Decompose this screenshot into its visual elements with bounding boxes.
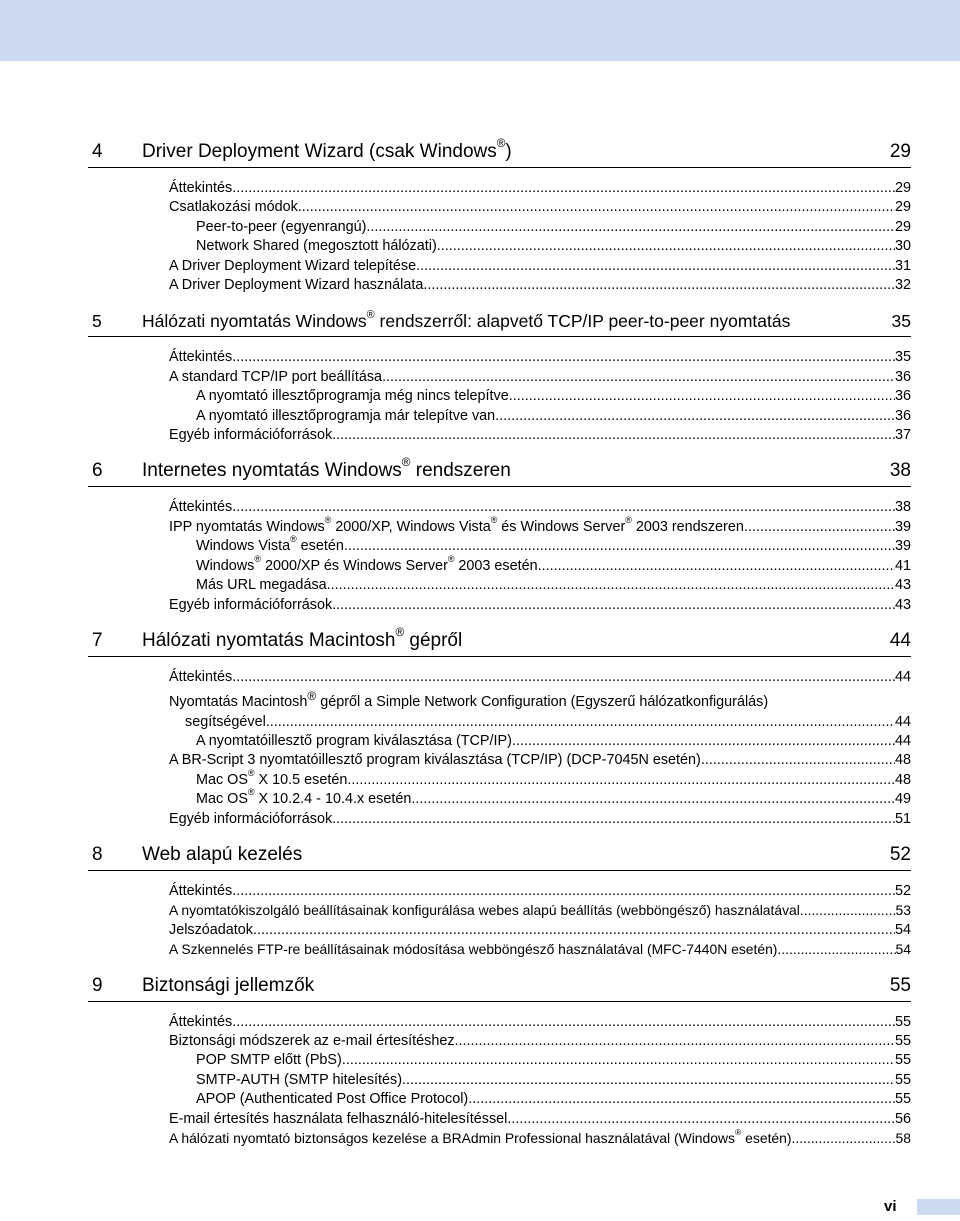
toc-subentry[interactable]: Network Shared (megosztott hálózati) ..... 30 [88, 237, 911, 256]
chapter-number: 8 [92, 843, 103, 865]
chapter-title: Hálózati nyomtatás Windows® rendszerről: alapvető TCP/IP peer-to-peer nyomtatás [142, 308, 791, 332]
toc-entry[interactable]: A standard TCP/IP port beállítása ..... 36 [88, 368, 911, 387]
toc-entry[interactable]: A Driver Deployment Wizard telepítése ..... 31 [88, 257, 911, 276]
chapter-title: Driver Deployment Wizard (csak Windows®) [142, 136, 512, 162]
chapter-page: 38 [889, 460, 911, 482]
chapter-number: 6 [92, 460, 103, 482]
chapter-page: 52 [889, 843, 911, 865]
chapter-title: Biztonsági jellemzők [142, 974, 315, 996]
toc-entry[interactable]: A BR-Script 3 nyomtatóillesztő program kiválasztása (TCP/IP) (DCP-7045N esetén) ..... 48 [88, 751, 911, 770]
toc-subentry[interactable]: Windows Vista® esetén ..... 39 [88, 537, 911, 556]
chapter-entries [88, 498, 911, 614]
toc-entry[interactable]: Áttekintés ..... 55 [88, 1013, 911, 1032]
toc-entry[interactable]: Áttekintés ..... 29 [88, 179, 911, 198]
toc-entry[interactable]: Egyéb információforrások ..... 37 [88, 426, 911, 445]
chapter-page: 29 [889, 141, 911, 162]
top-header-band [0, 0, 960, 61]
chapter-number: 5 [92, 311, 102, 332]
chapter-heading[interactable] [88, 625, 911, 657]
toc-entry[interactable]: Egyéb információforrások ..... 43 [88, 596, 911, 615]
toc-subentry[interactable]: Más URL megadása ..... 43 [88, 576, 911, 595]
page-number: vi [884, 1198, 897, 1215]
toc-entry[interactable]: A nyomtatókiszolgáló beállításainak konfigurálása webes alapú beállítás (webböngésző) használatával ..... 53 [88, 901, 911, 920]
toc-entry[interactable]: Áttekintés ..... 38 [88, 498, 911, 517]
toc-subentry[interactable]: SMTP-AUTH (SMTP hitelesítés) ..... 55 [88, 1071, 911, 1090]
toc-entry[interactable]: Jelszóadatok ..... 54 [88, 921, 911, 940]
toc-entry[interactable]: Áttekintés ..... 44 [88, 668, 911, 687]
toc-subentry[interactable]: Mac OS® X 10.5 esetén ..... 48 [88, 771, 911, 790]
chapter-entries [88, 1013, 911, 1149]
chapter-heading[interactable] [88, 843, 911, 871]
chapter-heading[interactable] [88, 136, 911, 168]
chapter-number: 9 [92, 974, 103, 996]
chapter-number: 7 [92, 629, 103, 651]
chapter-title: Internetes nyomtatás Windows® rendszeren [142, 456, 511, 482]
chapter-number: 4 [92, 141, 103, 162]
toc-entry[interactable]: A Driver Deployment Wizard használata ..... 32 [88, 276, 911, 295]
chapter-page: 44 [889, 629, 911, 651]
chapter-entries [88, 348, 911, 445]
registered-mark: ® [401, 456, 411, 470]
chapter-page: 55 [889, 974, 911, 996]
toc-entry[interactable]: IPP nyomtatás Windows® 2000/XP, Windows Vista® és Windows Server® 2003 rendszeren ..... 39 [88, 518, 911, 537]
toc-entry[interactable]: Biztonsági módszerek az e-mail értesítéshez ..... 55 [88, 1032, 911, 1051]
toc-subentry[interactable]: A nyomtató illesztőprogramja már telepítve van ..... 36 [88, 407, 911, 426]
toc-subentry[interactable]: Mac OS® X 10.2.4 - 10.4.x esetén ..... 49 [88, 790, 911, 809]
chapter-page: 35 [891, 311, 911, 332]
toc-entry[interactable]: E-mail értesítés használata felhasználó-hitelesítéssel ..... 56 [88, 1110, 911, 1129]
toc-subentry[interactable]: A nyomtatóillesztő program kiválasztása (TCP/IP) ..... 44 [88, 732, 911, 751]
toc-entry[interactable]: Csatlakozási módok ..... 29 [88, 198, 911, 217]
registered-mark: ® [366, 308, 375, 321]
toc-entry-first-line[interactable]: Nyomtatás Macintosh® gépről a Simple Network Configuration (Egyszerű hálózatkonfigurálás) [169, 689, 769, 711]
chapter-entries [88, 668, 911, 829]
registered-mark: ® [496, 136, 506, 150]
toc-subentry[interactable]: A nyomtató illesztőprogramja még nincs telepítve ..... 36 [88, 387, 911, 406]
toc-entry[interactable]: Áttekintés ..... 35 [88, 348, 911, 367]
toc-entry[interactable]: A Szkennelés FTP-re beállításainak módosítása webböngésző használatával (MFC-7440N esetén) ..... 54 [88, 940, 911, 959]
toc-subentry[interactable]: APOP (Authenticated Post Office Protocol) ..... 55 [88, 1090, 911, 1109]
toc-subentry[interactable]: Peer-to-peer (egyenrangú) ..... 29 [88, 218, 911, 237]
chapter-heading[interactable] [88, 456, 911, 487]
chapter-title: Web alapú kezelés [142, 843, 303, 865]
registered-mark: ® [395, 625, 405, 639]
page-number-tab [917, 1199, 960, 1215]
table-of-contents [88, 136, 911, 1162]
toc-subentry[interactable]: Windows® 2000/XP és Windows Server® 2003 esetén ..... 41 [88, 557, 911, 576]
toc-entry[interactable]: Egyéb információforrások ..... 51 [88, 810, 911, 829]
toc-entry-continuation[interactable]: segítségével ..... 44 [88, 713, 911, 732]
toc-subentry[interactable]: POP SMTP előtt (PbS) ..... 55 [88, 1051, 911, 1070]
chapter-title: Hálózati nyomtatás Macintosh® gépről [142, 625, 463, 651]
chapter-entries [88, 882, 911, 960]
chapter-heading[interactable] [88, 309, 911, 337]
toc-entry[interactable]: Áttekintés ..... 52 [88, 882, 911, 901]
toc-entry[interactable]: A hálózati nyomtató biztonságos kezelése a BRAdmin Professional használatával (Windows® esetén) ..... 58 [88, 1129, 911, 1148]
chapter-heading[interactable] [88, 974, 911, 1002]
chapter-entries [88, 179, 911, 295]
